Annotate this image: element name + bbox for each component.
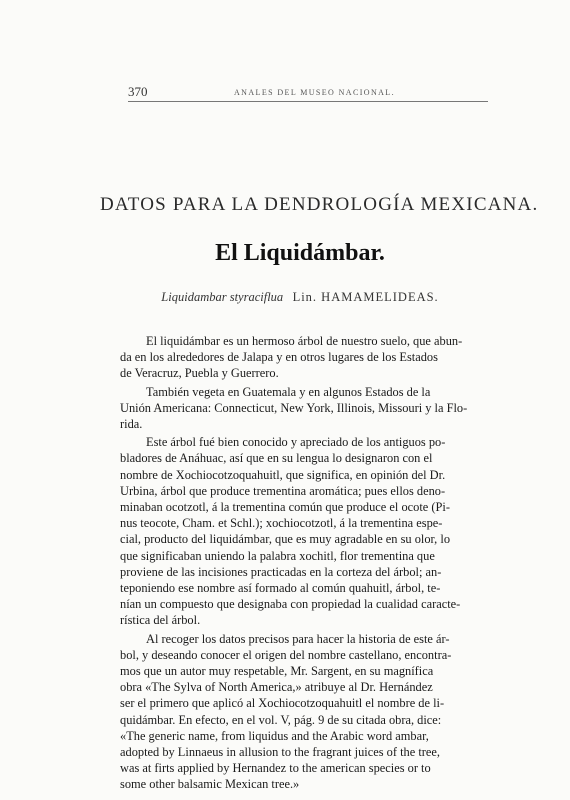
paragraph (120, 631, 494, 793)
text-line: quidámbar. En efecto, en el vol. V, pág. 9 de su citada obra, dice: (120, 712, 442, 727)
text-line: bladores de Anáhuac, así que en su lengua lo designaron con el (120, 451, 433, 466)
text-line: cial, producto del liquidámbar, que es muy agradable en su olor, lo (120, 532, 451, 547)
text-line: de Veracruz, Puebla y Guerrero. (120, 366, 279, 381)
text-line: rida. (120, 417, 143, 432)
text-line: ser el primero que aplicó al Xochiocotzoquahuitl el nombre de li- (120, 696, 445, 711)
text-line: «The generic name, from liquidus and the Arabic word ambar, (120, 728, 429, 743)
text-line: was at firts applied by Hernandez to the american species or to (120, 761, 431, 776)
header-rule (128, 101, 488, 102)
article-title: El Liquidámbar. (215, 240, 385, 266)
paragraph (120, 384, 494, 433)
paragraph (120, 434, 494, 628)
text-line: Al recoger los datos precisos para hacer la historia de este ár- (146, 631, 450, 646)
text-line: da en los alrededores de Jalapa y en otros lugares de los Estados (120, 350, 438, 365)
page-number: 370 (128, 84, 148, 99)
text-line: mos que un autor muy respetable, Mr. Sargent, en su magnífica (120, 664, 434, 679)
text-line: nus teocote, Cham. et Schl.); xochiocotzotl, á la trementina espe- (120, 516, 443, 531)
paragraph (120, 333, 494, 382)
text-line: proviene de las incisiones practicadas en la corteza del árbol; an- (120, 564, 442, 579)
text-line: some other balsamic Mexican tree.» (120, 777, 300, 792)
text-line: Urbina, árbol que produce trementina aromática; pues ellos deno- (120, 483, 446, 498)
text-line: obra «The Sylva of North America,» atribuye al Dr. Hernández (120, 680, 433, 695)
species-name: Liquidambar styraciflua (161, 290, 284, 304)
text-line: nombre de Xochiocotzoquahuitl, que significa, en opinión del Dr. (120, 467, 446, 482)
text-line: minaban ocotzotl, á la trementina común que produce el ocote (Pi- (120, 500, 450, 515)
article-body (120, 333, 494, 795)
text-line: El liquidámbar es un hermoso árbol de nuestro suelo, que abun- (146, 334, 463, 348)
series-title: DATOS PARA LA DENDROLOGÍA MEXICANA. (100, 194, 539, 215)
text-line: Unión Americana: Connecticut, New York, Illinois, Missouri y la Flo- (120, 400, 468, 415)
text-line: adopted by Linnaeus in allusion to the fragrant juices of the tree, (120, 745, 440, 760)
text-line: nían un compuesto que designaba con propiedad la cualidad caracte- (120, 597, 461, 612)
running-head (128, 84, 488, 100)
text-line: que significaban uniendo la palabra xochitl, flor trementina que (120, 548, 435, 563)
species-line (100, 290, 500, 305)
text-line: También vegeta en Guatemala y en algunos Estados de la (146, 384, 431, 399)
text-line: Este árbol fué bien conocido y apreciado de los antiguos po- (146, 435, 446, 450)
species-family: Lin. HAMAMELIDEAS. (292, 290, 439, 304)
text-line: bol, y deseando conocer el origen del nombre castellano, encontra- (120, 647, 452, 662)
text-line: teponiendo ese nombre así formado al común quahuitl, árbol, te- (120, 581, 441, 596)
text-line: rística del árbol. (120, 613, 201, 628)
journal-title: ANALES DEL MUSEO NACIONAL. (234, 87, 395, 97)
